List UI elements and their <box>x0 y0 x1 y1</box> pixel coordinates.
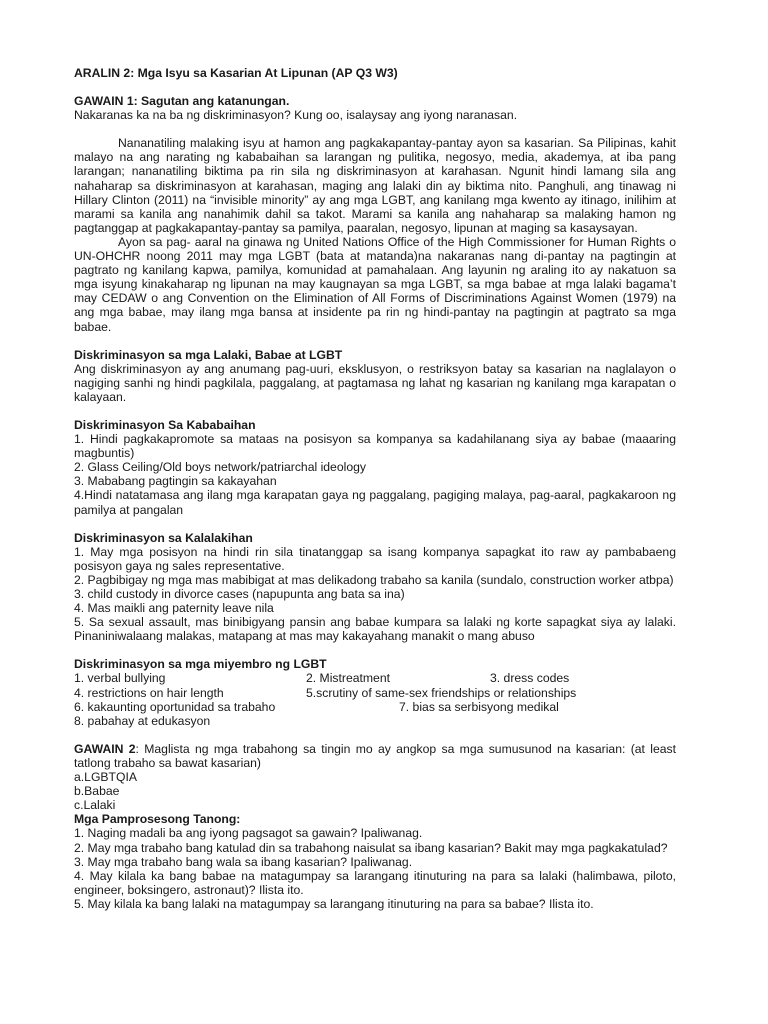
gawain1-question: Nakaranas ka na ba ng diskriminasyon? Kung oo, isalaysay ang iyong naranasan. <box>74 108 518 123</box>
intro-paragraph-2: Ayon sa pag- aaral na ginawa ng United Nations Office of the High Commissioner for Human Rights o UN-OHCHR noong 2011 may mga LGBT (bata at matanda)na nakaranas nang di-pantay na pagtingin at pagtrato ng kanilang kapwa, pamilya, komunidad at pamahalaan. Ang layunin ng araling ito ay nakatuon sa mga isyung kinakaharap ng lipunan na may kaugnayan sa mga LGBT, sa mga babae at mga lalaki bagama’t may CEDAW o ang Convention on the Elimination of All Forms of Discriminations Against Women (1979) na ang mga babae, may ilang mga bansa at insidente pa rin ng hindi-pantay na pagtingin at pagtrato sa mga babae. <box>74 234 676 334</box>
diskriminasyon-heading: Diskriminasyon sa mga Lalaki, Babae at LGBT <box>74 347 343 362</box>
lgbt-row <box>74 671 676 685</box>
lgbt-item: 3. dress codes <box>490 671 570 686</box>
gawain2-label: GAWAIN 2 <box>74 741 136 756</box>
kababaihan-item: 4.Hindi natatamasa ang ilang mga karapatan gaya ng paggalang, pagiging malaya, pag-aaral, pagkakaroon ng pamilya at pangalan <box>74 488 676 517</box>
kababaihan-item: 3. Mababang pagtingin sa kakayahan <box>74 474 277 489</box>
pamprosesong-item: 3. May mga trabaho bang wala sa ibang kasarian? Ipaliwanag. <box>74 854 413 869</box>
lesson-title: ARALIN 2: Mga Isyu sa Kasarian At Lipunan (AP Q3 W3) <box>74 66 398 80</box>
kalalakihan-item: 1. May mga posisyon na hindi rin sila tinatanggap sa isang kompanya sapagkat ito raw ay pambabaeng posisyon gaya ng sales representative. <box>74 544 676 573</box>
gawain2-instruction <box>74 742 676 770</box>
gawain1-heading: GAWAIN 1: Sagutan ang katanungan. <box>74 94 290 109</box>
diskriminasyon-definition: Ang diskriminasyon ay ang anumang pag-uuri, eksklusyon, o restriksyon batay sa kasarian na naglalayon o nagiging sanhi ng hindi pagkilala, paggalang, at pagtamasa ng lahat ng kasarian ng kanilang mga karapatan o kalayaan. <box>74 361 676 404</box>
lgbt-row <box>74 686 676 700</box>
lgbt-row <box>74 714 676 728</box>
pamprosesong-item: 5. May kilala ka bang lalaki na matagumpay sa larangang itinuturing na para sa babae? Ilista ito. <box>74 896 594 911</box>
kalalakihan-item: 2. Pagbibigay ng mga mas mabibigat at mas delikadong trabaho sa kanila (sundalo, construction worker atbpa) <box>74 572 674 587</box>
intro-paragraph-1: Nananatiling malaking isyu at hamon ang pagkakapantay-pantay ayon sa kasarian. Sa Pilipinas, kahit malayo na ang narating ng kababaihan sa larangan ng pulitika, negosyo, media, akademya, at iba pang larangan; nananatiling biktima pa rin sila ng diskriminasyon at karahasan. Ngunit hindi lamang sila ang nahaharap sa diskriminasyon at karahasan, maging ang lalaki din ay biktima nito. Panghuli, ang tinawag ni Hillary Clinton (2011) na “invisible minority” ay ang mga LGBT, ang kanilang mga kwento ay itinago, inilihim at marami sa kanila ang nanahimik dahil sa takot. Marami sa kanila ang nahaharap sa malaking hamon ng pagtanggap at pagkakapantay-pantay sa pamilya, paaralan, negosyo, lipunan at maging sa kasaysayan. <box>74 136 676 235</box>
lgbt-item: 4. restrictions on hair length <box>74 685 224 700</box>
gawain2-text: : Maglista ng mga trabahong sa tingin mo ay angkop sa mga sumusunod na kasarian: (at least tatlong trabaho sa bawat kasarian) <box>74 741 676 770</box>
lgbt-heading: Diskriminasyon sa mga miyembro ng LGBT <box>74 657 327 672</box>
lgbt-item: 8. pabahay at edukasyon <box>74 713 211 728</box>
document-page <box>74 66 676 911</box>
lgbt-item: 6. kakaunting oportunidad sa trabaho <box>74 699 276 714</box>
pamprosesong-item: 1. Naging madali ba ang iyong pagsagot sa gawain? Ipaliwanag. <box>74 826 423 841</box>
pamprosesong-heading: Mga Pamprosesong Tanong: <box>74 812 241 827</box>
lgbt-item: 7. bias sa serbisyong medikal <box>399 699 559 714</box>
kalalakihan-heading: Diskriminasyon sa Kalalakihan <box>74 530 253 545</box>
kalalakihan-item: 5. Sa sexual assault, mas binibigyang pansin ang babae kumpara sa lalaki ng korte sapagkat siya ay lalaki. Pinaniniwalaang malakas, matapang at mas may kakayahang manakit o mang abuso <box>74 615 676 644</box>
kababaihan-item: 1. Hindi pagkakapromote sa mataas na posisyon sa kompanya sa kadahilanang siya ay babae (maaaring magbuntis) <box>74 432 676 461</box>
pamprosesong-item: 2. May mga trabaho bang katulad din sa trabahong naisulat sa ibang kasarian? Bakit may mga pagkakatulad? <box>74 840 668 855</box>
lgbt-item: 5.scrutiny of same-sex friendships or relationships <box>306 685 577 700</box>
gawain2-option: b.Babae <box>74 784 120 799</box>
kababaihan-item: 2. Glass Ceiling/Old boys network/patriarchal ideology <box>74 460 366 475</box>
kalalakihan-item: 3. child custody in divorce cases (napupunta ang bata sa ina) <box>74 587 405 601</box>
gawain2-option: c.Lalaki <box>74 798 116 813</box>
kalalakihan-item: 4. Mas maikli ang paternity leave nila <box>74 601 274 616</box>
lgbt-item: 2. Mistreatment <box>306 671 390 686</box>
pamprosesong-item: 4. May kilala ka bang babae na matagumpay sa larangang itinuturing na para sa lalaki (halimbawa, piloto, engineer, boksingero, astronaut)? Ilista ito. <box>74 868 676 897</box>
gawain2-option: a.LGBTQIA <box>74 770 137 785</box>
lgbt-row <box>74 700 676 714</box>
lgbt-item: 1. verbal bullying <box>74 671 166 686</box>
kababaihan-heading: Diskriminasyon Sa Kababaihan <box>74 417 256 432</box>
